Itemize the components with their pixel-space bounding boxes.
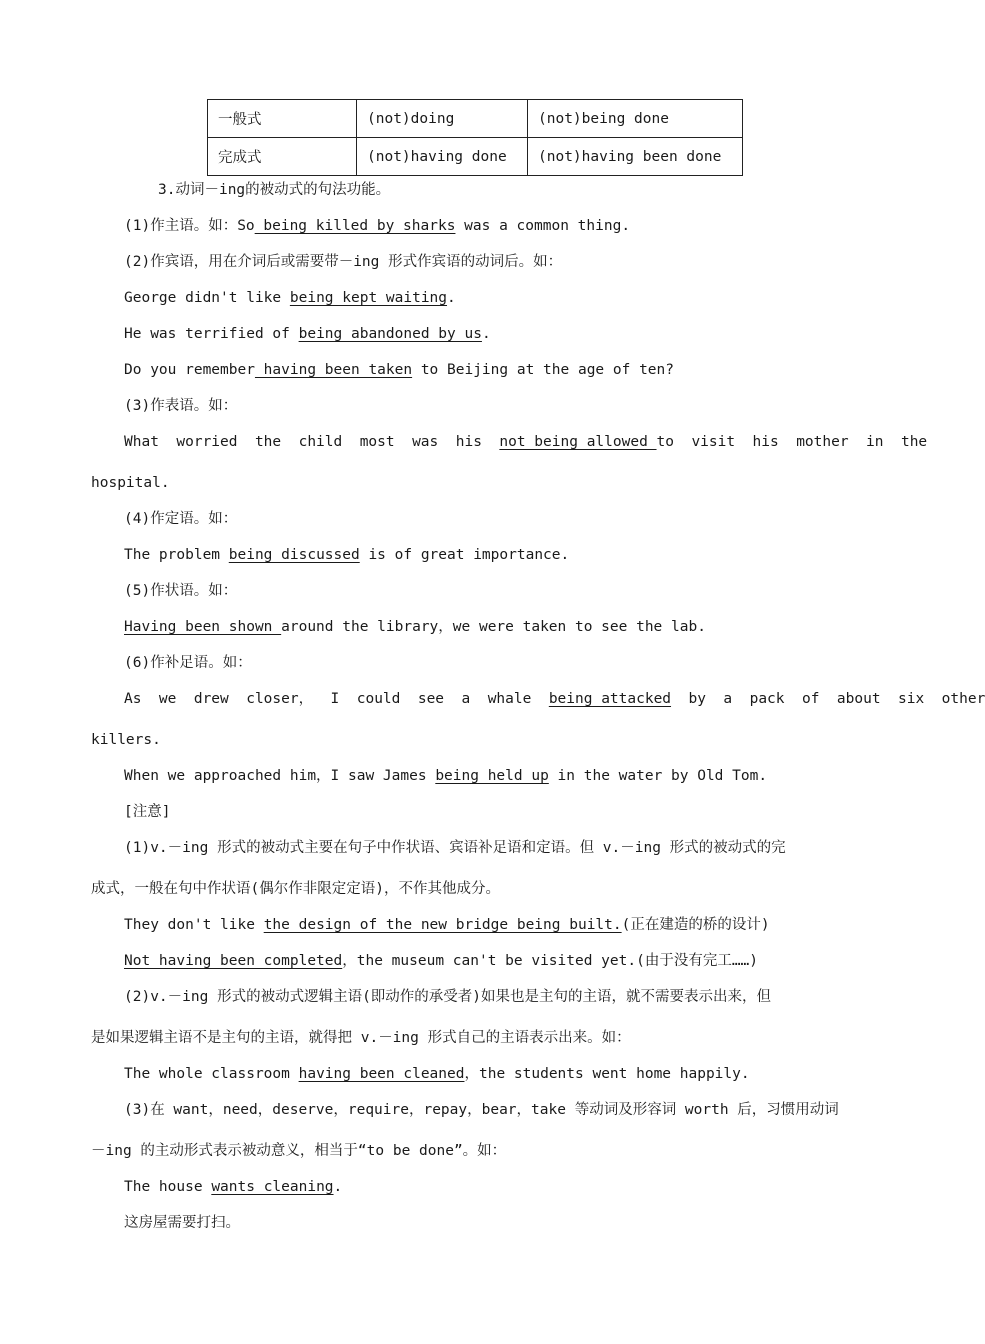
note-paragraph-cont: －ing 的主动形式表示被动意义，相当于“to be done”。如： (91, 1143, 507, 1159)
text: is of great importance. (359, 547, 570, 563)
note-paragraph: (3)在 want，need，deserve，require，repay，bear，take 等动词及形容词 worth 后，习惯用动词 (124, 1102, 839, 1118)
subject-line (124, 216, 630, 236)
text: Do you remember (124, 362, 255, 378)
text: The problem (124, 547, 229, 563)
example-line (124, 915, 770, 935)
translation-line: 这房屋需要打扫。 (124, 1215, 240, 1231)
example-line (124, 951, 758, 971)
underlined-example: not being allowed (499, 434, 657, 450)
text: . (333, 1179, 343, 1195)
underlined-example: being held up (435, 768, 549, 784)
table-cell: 完成式 (208, 138, 357, 176)
underlined-example: the design of the new bridge being built. (263, 917, 622, 933)
text: . (481, 326, 491, 342)
underlined-example: being attacked (548, 691, 672, 707)
label: (1)作主语。如：So (124, 218, 255, 234)
example-line (124, 766, 767, 786)
text: to Beijing at the age of ten? (412, 362, 674, 378)
example-line-cont: killers. (91, 732, 161, 748)
example-line (124, 360, 674, 380)
note-title: [注意] (124, 804, 171, 820)
text: The house (124, 1179, 212, 1195)
example-line (124, 545, 569, 565)
underlined-example: wants cleaning (211, 1179, 334, 1195)
attributive-label: (4)作定语。如： (124, 511, 238, 527)
complement-label: (6)作补足语。如： (124, 655, 252, 671)
ing-forms-table (207, 99, 743, 176)
text: They don't like (124, 917, 264, 933)
underlined-example: having been cleaned (298, 1066, 465, 1082)
example-line (124, 617, 706, 637)
example-line (124, 1177, 342, 1197)
example-line (124, 689, 985, 709)
adverbial-label: (5)作状语。如： (124, 583, 238, 599)
object-label: (2)作宾语，用在介词后或需要带－ing 形式作宾语的动词后。如： (124, 254, 563, 270)
text: . (447, 290, 456, 306)
section-heading: 3.动词－ing的被动式的句法功能。 (158, 182, 391, 198)
text: by a pack of about six other (671, 691, 985, 707)
text: to visit his mother in the (656, 434, 928, 450)
table-cell: 一般式 (208, 100, 357, 138)
underlined-example: being kept waiting (289, 290, 448, 306)
text: George didn't like (124, 290, 290, 306)
example-line (124, 432, 927, 452)
underlined-example: being abandoned by us (298, 326, 482, 342)
note-paragraph: (1)v.－ing 形式的被动式主要在句子中作状语、宾语补足语和定语。但 v.－ing 形式的被动式的完 (124, 840, 786, 856)
text: He was terrified of (124, 326, 299, 342)
table-row (208, 138, 743, 176)
text: As we drew closer， I could see a whale (124, 691, 549, 707)
predicative-label: (3)作表语。如： (124, 398, 238, 414)
example-line (124, 1064, 750, 1084)
underlined-example: being discussed (228, 547, 360, 563)
text: (正在建造的桥的设计) (621, 917, 770, 933)
underlined-example: having been taken (254, 362, 413, 378)
text: What worried the child most was his (124, 434, 500, 450)
example-line-cont: hospital. (91, 475, 170, 491)
example-line (124, 288, 456, 308)
text: ，the students went home happily. (464, 1066, 750, 1082)
underlined-example: being killed by sharks (254, 218, 456, 234)
underlined-example: Not having been completed (124, 953, 343, 969)
text: was a common thing. (455, 218, 631, 234)
table-cell: (not)having been done (528, 138, 743, 176)
note-paragraph-cont: 成式，一般在句中作状语(偶尔作非限定定语)，不作其他成分。 (91, 881, 500, 897)
underlined-example: Having been shown (124, 619, 282, 635)
table-cell: (not)doing (357, 100, 528, 138)
table-row (208, 100, 743, 138)
table-cell: (not)having done (357, 138, 528, 176)
note-paragraph-cont: 是如果逻辑主语不是主句的主语，就得把 v.－ing 形式自己的主语表示出来。如： (91, 1030, 631, 1046)
text: When we approached him，I saw James (124, 768, 436, 784)
example-line (124, 324, 491, 344)
text: in the water by Old Tom. (548, 768, 768, 784)
table-cell: (not)being done (528, 100, 743, 138)
note-paragraph: (2)v.－ing 形式的被动式逻辑主语(即动作的承受者)如果也是主句的主语，就不需要表示出来，但 (124, 989, 772, 1005)
text: The whole classroom (124, 1066, 299, 1082)
text: around the library，we were taken to see the lab. (281, 619, 706, 635)
text: ，the museum can't be visited yet.(由于没有完工……) (342, 953, 759, 969)
